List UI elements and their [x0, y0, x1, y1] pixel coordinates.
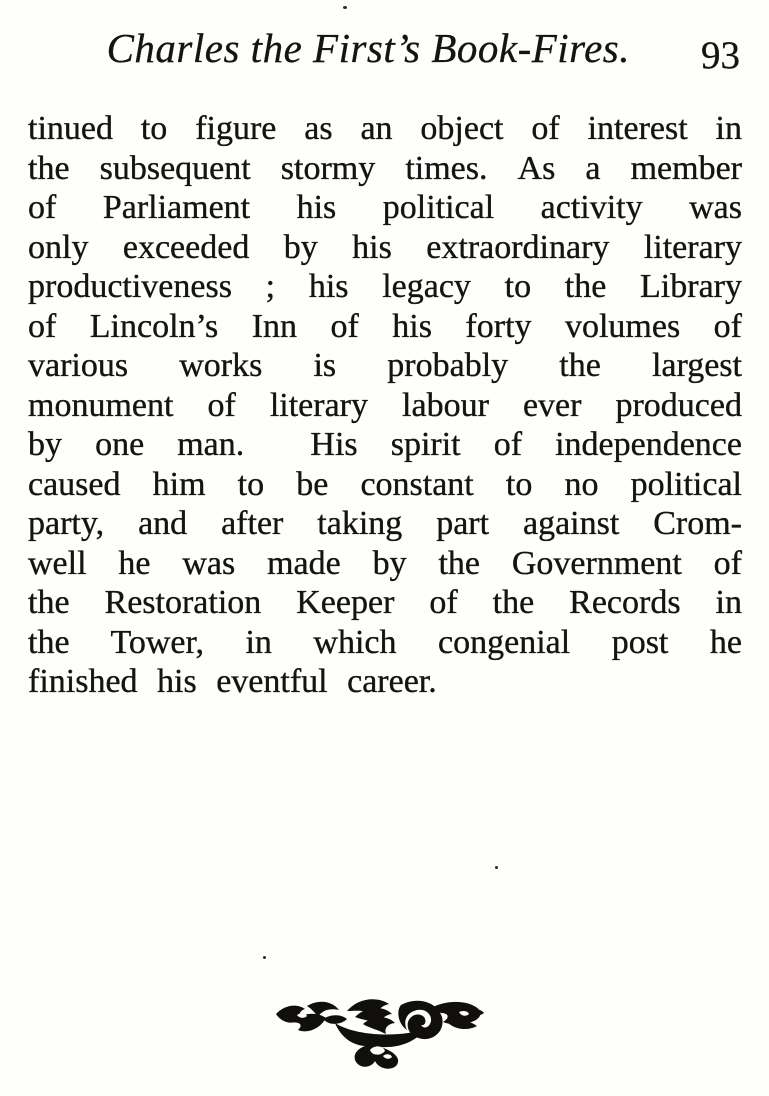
scan-speck: [263, 956, 266, 959]
text-line: productiveness ; his legacy to the Library: [28, 268, 742, 305]
text-line: finished his eventful career.: [28, 663, 437, 700]
text-line: various works is probably the largest: [28, 347, 742, 384]
text-line: tinued to figure as an object of interest in: [28, 110, 742, 147]
tailpiece-ornament: [271, 993, 485, 1073]
scan-speck: [495, 866, 498, 869]
text-line: the subsequent stormy times. As a member: [28, 149, 742, 187]
running-head: [28, 24, 740, 86]
text-line: of Lincoln’s Inn of his forty volumes of: [28, 307, 742, 345]
text-line: the Tower, in which congenial post he: [28, 623, 742, 661]
text-line: caused him to be constant to no political: [28, 465, 742, 503]
chapter-title: Charles the First’s Book-Fires.: [106, 25, 631, 71]
paragraph: [28, 109, 742, 702]
page-number: 93: [701, 34, 740, 77]
text-line: well he was made by the Government of: [28, 544, 742, 582]
text-line: party, and after taking part against Crom-: [28, 505, 742, 542]
text-line: of Parliament his political activity was: [28, 189, 742, 226]
text-line: only exceeded by his extraordinary literary: [28, 228, 742, 266]
scan-speck: [343, 6, 347, 9]
text-line: the Restoration Keeper of the Records in: [28, 584, 742, 621]
text-line: by one man. His spirit of independence: [28, 426, 742, 463]
text-line: monument of literary labour ever produced: [28, 386, 742, 424]
tailpiece-ornament-drawing: [271, 993, 485, 1073]
